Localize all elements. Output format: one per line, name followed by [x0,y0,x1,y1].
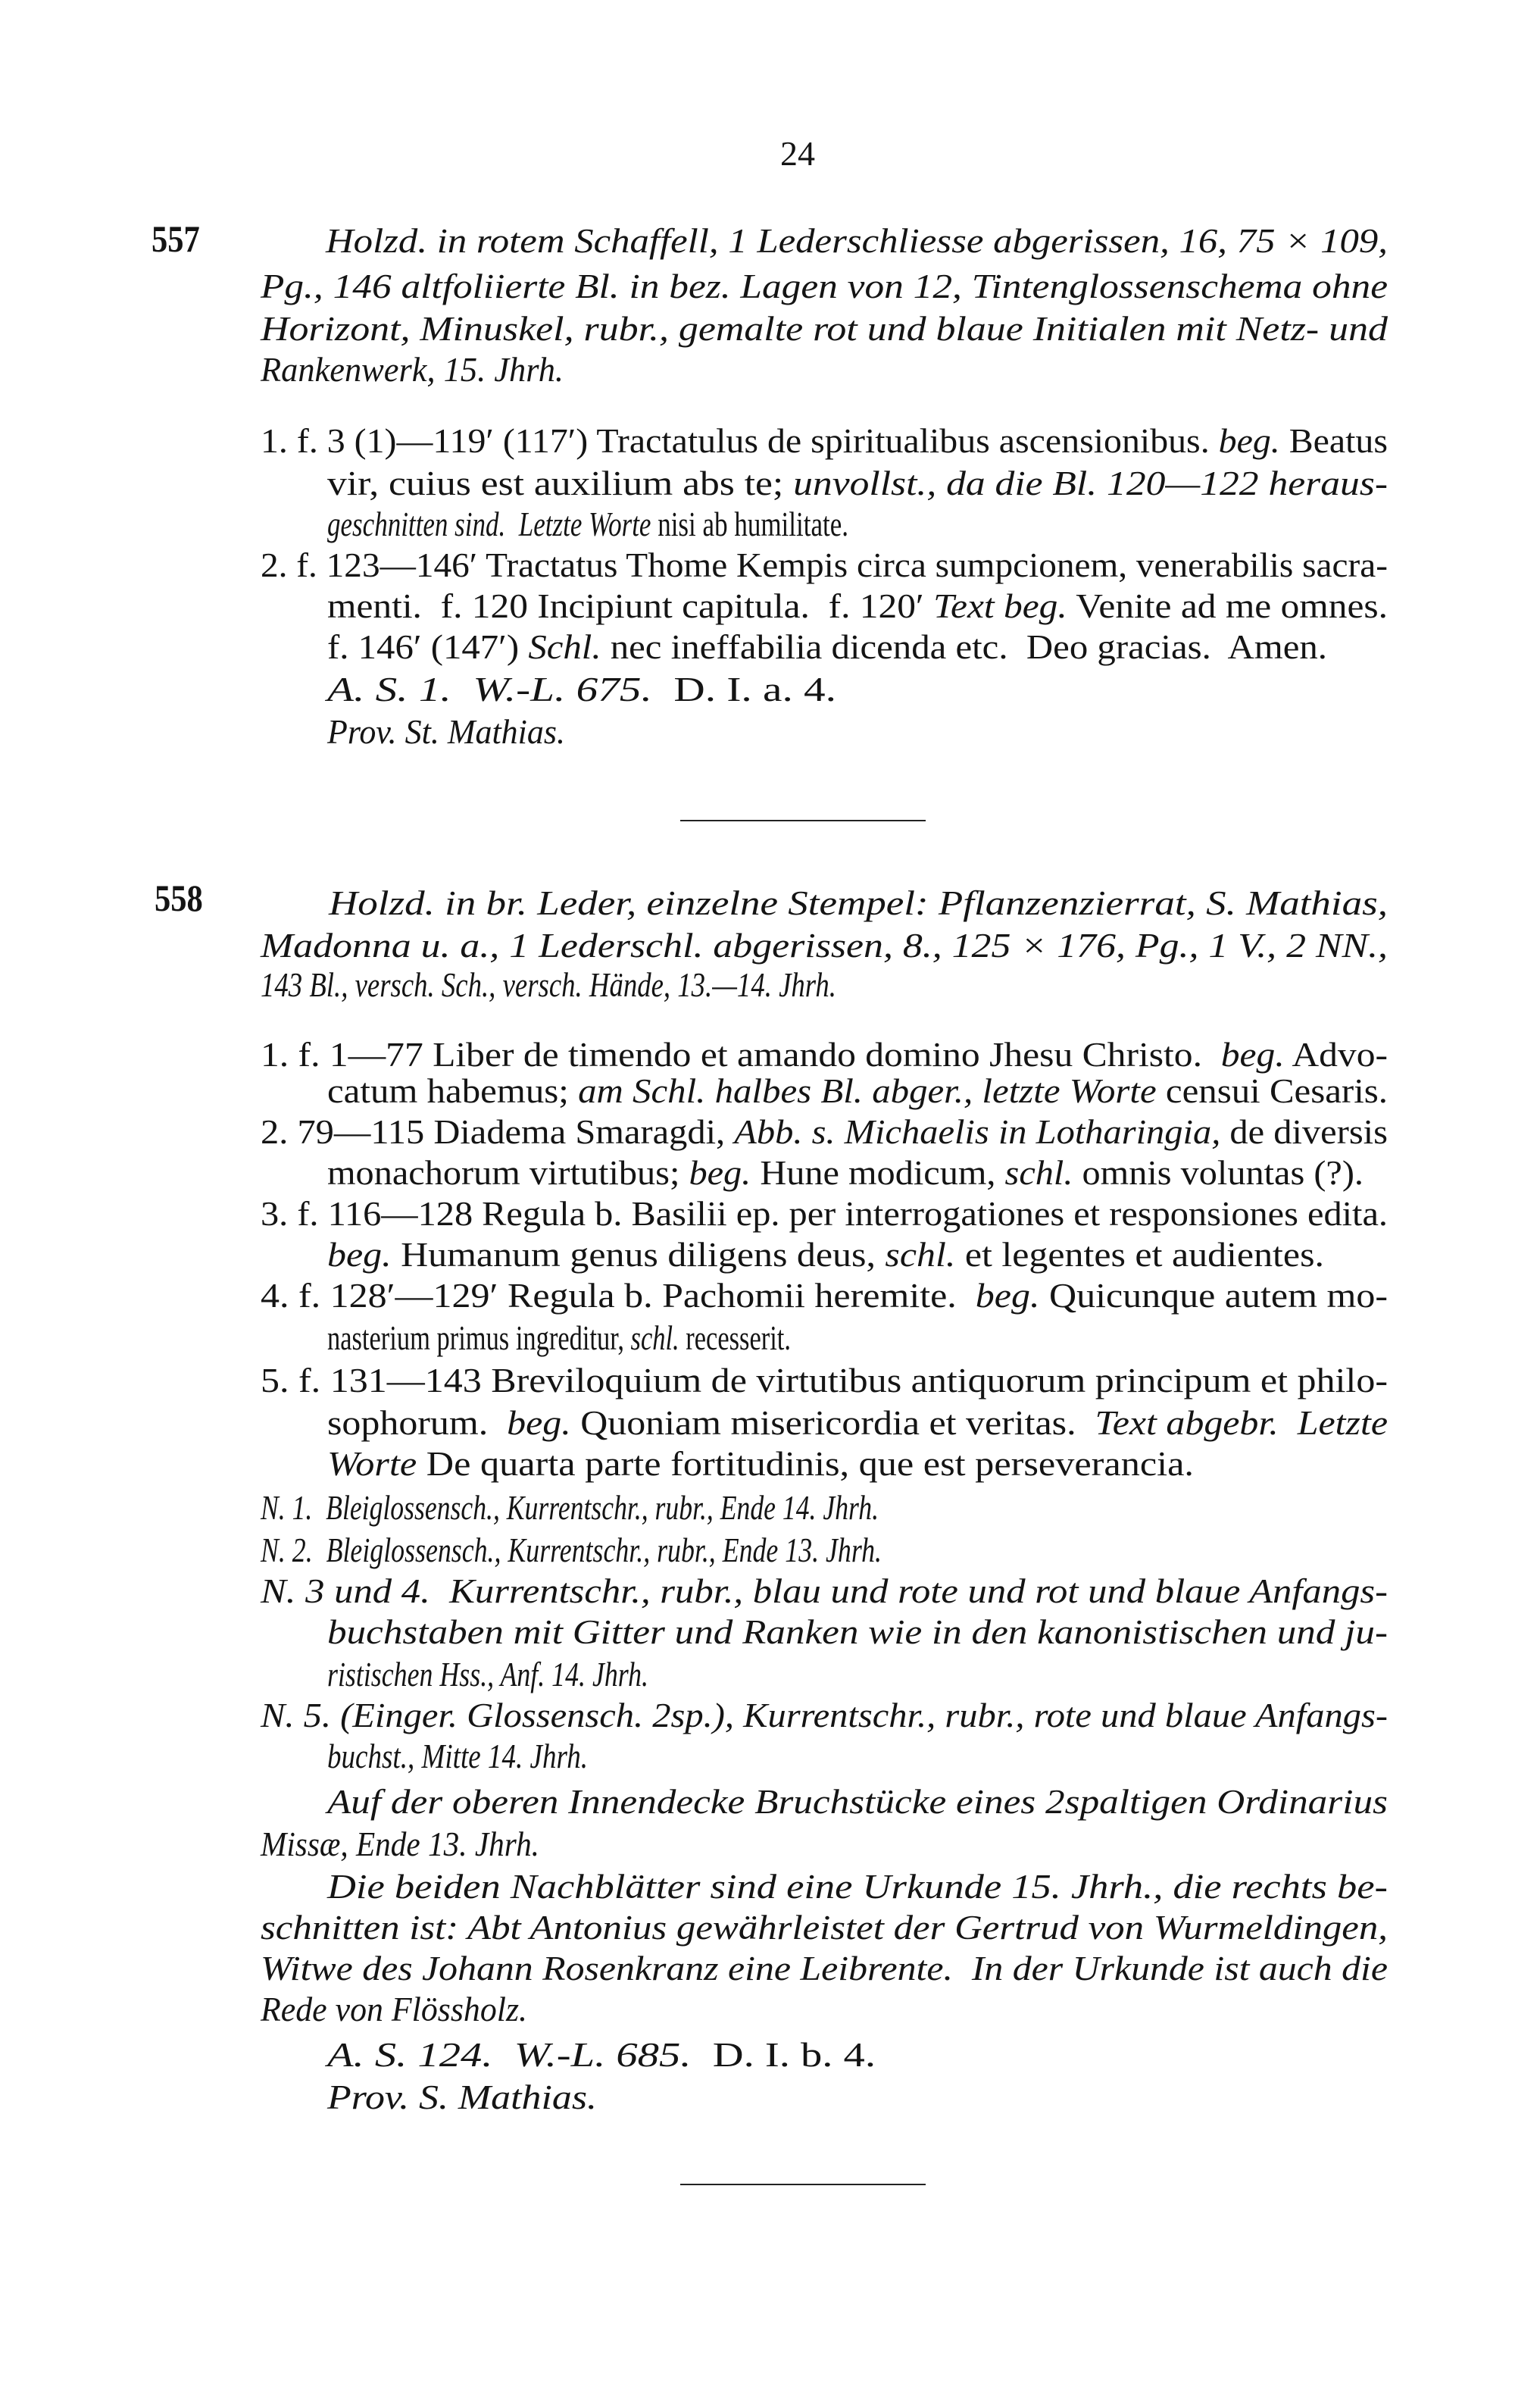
line-text [327,503,848,546]
roman-text: 1. f. 1—77 Liber de timendo et amando domino Jhesu Christo. [261,1035,1221,1074]
line-text [261,1823,539,1865]
line-text [261,1988,527,2031]
italic-text: Worte [327,1444,417,1483]
line-text [327,1317,791,1359]
line-text [327,1152,1364,1194]
line-text [327,2076,597,2119]
italic-text: Prov. St. Mathias. [327,712,565,751]
roman-text: 1. f. 3 (1)—119′ (117′) Tractatulus de spiritualibus ascensionibus. [261,421,1219,460]
roman-text: Venite ad me omnes. [1067,586,1388,625]
italic-text: Horizont, Minuskel, rubr., gemalte rot und blaue Initialen mit Netz- und [261,309,1388,348]
description-line [261,349,564,391]
italic-text: A. S. 124. W.-L. 685. [327,2035,692,2074]
italic-text: am Schl. halbes Bl. abger., letzte Worte [578,1071,1157,1110]
roman-text: vir, cuius est auxilium abs te; [327,464,794,502]
line-text [327,2034,876,2076]
content-item-line [327,1402,1388,1444]
shelfmark-line [327,2034,876,2076]
line-text [327,1402,1388,1444]
roman-text: f. 146′ (147′) [327,627,529,666]
roman-text: de diversis [1220,1112,1388,1151]
italic-text: N. 5. (Einger. Glossensch. 2sp.), Kurrentschr., rubr., rote und blaue Anfangs- [261,1696,1388,1734]
line-text [261,1947,1388,1990]
italic-text: Schl. [528,627,601,666]
line-text [329,882,1388,924]
line-text [261,544,1388,586]
line-text [261,420,1388,462]
line-text [261,308,1388,350]
roman-text: Beatus [1279,421,1388,460]
roman-text: De quarta parte fortitudinis, que est perseverancia. [417,1444,1194,1483]
line-text [261,1570,1388,1612]
line-text [327,1234,1324,1276]
content-item-line [261,544,1388,586]
content-item-line [327,462,1388,505]
roman-text: Quoniam misericordia et veritas. [570,1403,1095,1442]
content-item-line [261,1274,1388,1317]
italic-text: A. S. 1. W.-L. 675. [327,670,652,708]
note-line [327,1735,588,1778]
roman-text: Humanum genus diligens deus, [391,1235,886,1274]
description-line [261,265,1388,308]
italic-text: unvollst., da die Bl. 120—122 heraus- [793,464,1388,502]
line-text [327,585,1388,627]
italic-text: beg. [1218,421,1280,460]
italic-text: Rankenwerk, 15. Jhrh. [261,350,564,389]
roman-text: censui Cesaris. [1156,1071,1388,1110]
description-line [261,308,1388,350]
line-text [327,1865,1388,1908]
line-text [327,462,1388,505]
content-item-line [327,1443,1194,1485]
section-divider [680,2184,926,2185]
line-text [327,1443,1194,1485]
line-text [327,1781,1388,1823]
note-line [261,1529,882,1571]
content-item-line [327,585,1388,627]
roman-text: nisi ab humilitate. [651,505,848,543]
line-text [327,1070,1388,1112]
note-line [261,1988,527,2031]
note-line [261,1947,1388,1990]
line-text [261,924,1388,967]
line-text [261,1274,1388,1317]
italic-text: beg. [1220,1035,1285,1074]
italic-text: N. 3 und 4. Kurrentschr., rubr., blau und rote und rot und blaue Anfangs- [261,1571,1388,1610]
line-text [261,1487,879,1529]
italic-text: Auf der oberen Innendecke Bruchstücke eines 2spaltigen Ordinarius [327,1782,1388,1821]
roman-text: monachorum virtutibus; [327,1153,689,1192]
roman-text: Hune modicum, [751,1153,1005,1192]
content-item-line [327,626,1327,668]
provenance-line [327,2076,597,2119]
note-line [327,1781,1388,1823]
line-text [327,1653,648,1696]
italic-text: beg. [507,1403,571,1442]
italic-text: N. 2. Bleiglossensch., Kurrentschr., rubr., Ende 13. Jhrh. [261,1531,882,1569]
roman-text: D. I. a. 4. [651,670,836,708]
content-item-line [327,1152,1364,1194]
italic-text: 143 Bl., versch. Sch., versch. Hände, 13.—14. Jhrh. [261,965,836,1004]
italic-text: Abb. s. Michaelis in Lotharingia, [734,1112,1221,1151]
italic-text: geschnitten sind. Letzte Worte [327,505,651,543]
line-text [261,964,836,1006]
italic-text: schnitten ist: Abt Antonius gewährleistet der Gertrud von Wurmeldingen, [261,1908,1388,1947]
line-text [261,265,1388,308]
italic-text: ristischen Hss., Anf. 14. Jhrh. [327,1655,648,1693]
content-item-line [327,1070,1388,1112]
roman-text: 4. f. 128′—129′ Regula b. Pachomii heremite. [261,1276,976,1315]
entry-number: 557 [152,217,200,260]
italic-text: schl. [885,1235,956,1274]
content-item-line [327,1234,1324,1276]
italic-text: Text abgebr. Letzte [1095,1403,1388,1442]
roman-text: catum habemus; [327,1071,579,1110]
note-line [261,1906,1388,1949]
italic-text: Prov. S. Mathias. [327,2078,597,2116]
content-item-line [261,1193,1388,1235]
roman-text: nasterium primus ingreditur, [327,1318,631,1357]
italic-text: N. 1. Bleiglossensch., Kurrentschr., rubr., Ende 14. Jhrh. [261,1488,879,1527]
italic-text: Holzd. in br. Leder, einzelne Stempel: Pflanzenzierrat, S. Mathias, [329,883,1388,922]
roman-text: nec ineffabilia dicenda etc. Deo gracias. Amen. [601,627,1327,666]
note-line [261,1570,1388,1612]
line-text [327,1611,1388,1653]
italic-text: schl. [630,1318,679,1357]
roman-text: 2. 79—115 Diadema Smaragdi, [261,1112,735,1151]
italic-text: Text beg. [933,586,1067,625]
italic-text: schl. [1004,1153,1073,1192]
roman-text: et legentes et audientes. [955,1235,1325,1274]
note-line [261,1823,539,1865]
italic-text: Madonna u. a., 1 Lederschl. abgerissen, 8., 125 × 176, Pg., 1 V., 2 NN., [261,926,1388,965]
content-item-line [327,503,848,546]
line-text [261,1193,1388,1235]
note-line [261,1694,1388,1737]
line-text [261,349,564,391]
note-line [327,1865,1388,1908]
page-number: 24 [780,134,815,173]
roman-text: sophorum. [327,1403,508,1442]
content-item-line [261,1359,1388,1402]
section-divider [680,820,926,821]
italic-text: buchstaben mit Gitter und Ranken wie in den kanonistischen und ju- [327,1612,1388,1651]
line-text [261,1694,1388,1737]
line-text [327,668,836,711]
line-text [261,1359,1388,1402]
roman-text: menti. f. 120 Incipiunt capitula. f. 120′ [327,586,934,625]
roman-text: 2. f. 123—146′ Tractatus Thome Kempis circa sumpcionem, venerabilis sacra- [261,546,1388,584]
roman-text: omnis voluntas (?). [1073,1153,1364,1192]
line-text [261,1111,1388,1153]
italic-text: buchst., Mitte 14. Jhrh. [327,1737,588,1775]
italic-text: Witwe des Johann Rosenkranz eine Leibrente. In der Urkunde ist auch die [261,1949,1388,1987]
note-line [327,1653,648,1696]
line-text [326,220,1388,262]
content-item-line [261,1111,1388,1153]
italic-text: Pg., 146 altfoliierte Bl. in bez. Lagen von 12, Tintenglossenschema ohne [261,267,1388,305]
italic-text: Die beiden Nachblätter sind eine Urkunde 15. Jhrh., die rechts be- [327,1867,1388,1906]
line-text [261,1529,882,1571]
italic-text: beg. [975,1276,1040,1315]
italic-text: beg. [327,1235,392,1274]
roman-text: D. I. b. 4. [691,2035,876,2074]
line-text [327,711,565,753]
description-line [329,882,1388,924]
roman-text: 3. f. 116—128 Regula b. Basilii ep. per interrogationes et responsiones edita. [261,1194,1388,1233]
line-text [327,626,1327,668]
italic-text: Missæ, Ende 13. Jhrh. [261,1825,539,1863]
note-line [261,1487,879,1529]
description-line [261,924,1388,967]
entry-number: 558 [155,877,203,919]
note-line [327,1611,1388,1653]
line-text [327,1735,588,1778]
roman-text: 5. f. 131—143 Breviloquium de virtutibus antiquorum principum et philo- [261,1361,1388,1399]
content-item-line [261,420,1388,462]
roman-text: Quicunque autem mo- [1039,1276,1388,1315]
description-line [326,220,1388,262]
italic-text: Holzd. in rotem Schaffell, 1 Lederschliesse abgerissen, 16, 75 × 109, [326,221,1388,260]
italic-text: beg. [689,1153,751,1192]
description-line [261,964,836,1006]
italic-text: Rede von Flössholz. [261,1990,527,2028]
provenance-line [327,711,565,753]
shelfmark-line [327,668,836,711]
roman-text: Advo- [1284,1035,1388,1074]
content-item-line [327,1317,791,1359]
line-text [261,1906,1388,1949]
roman-text: recesserit. [679,1318,791,1357]
